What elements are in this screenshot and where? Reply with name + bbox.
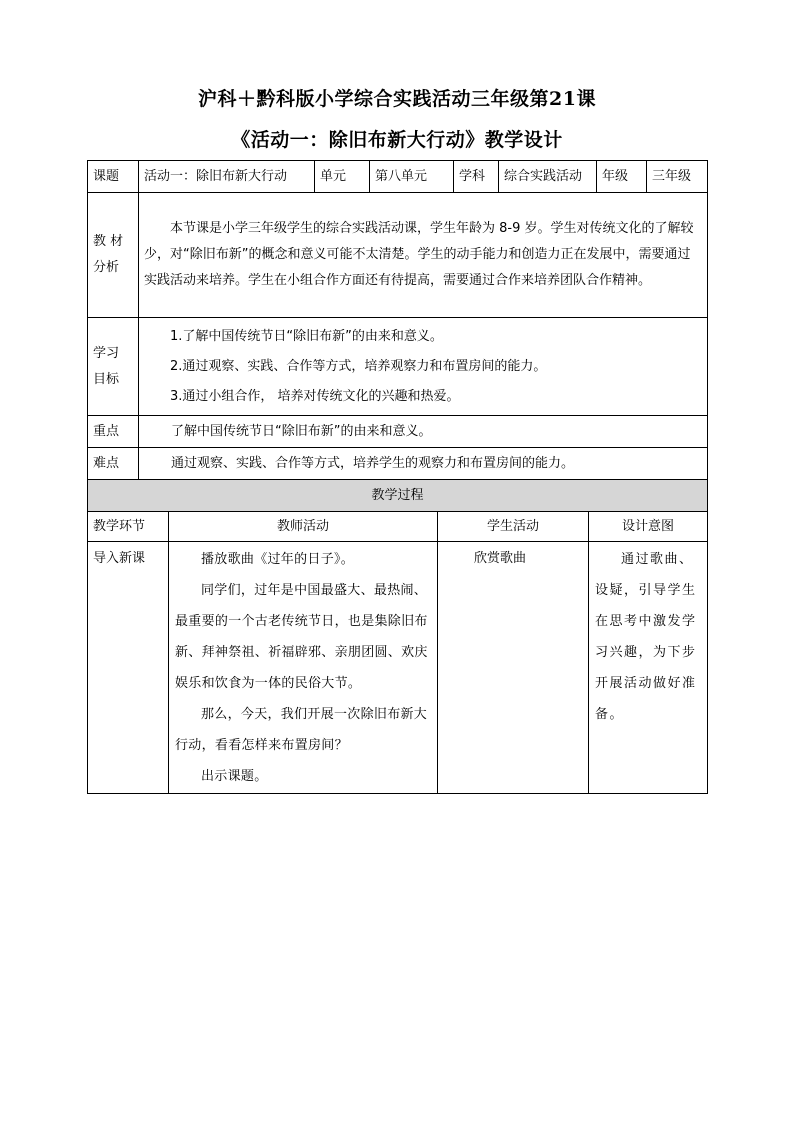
objectives-label: 学习 目标 (88, 318, 139, 416)
column-header-stage: 教学环节 (88, 512, 169, 542)
process-heading: 教学过程 (88, 480, 708, 512)
difficulty-row (88, 448, 708, 480)
topic-label: 课题 (88, 161, 139, 193)
process-header-row (88, 512, 708, 542)
analysis-text: 本节课是小学三年级学生的综合实践活动课，学生年龄为 8-9 岁。学生对传统文化的了解较少，对“除旧布新”的概念和意义可能不太清楚。学生的动手能力和创造力正在发展中，需要通过实践活动来培养。学生在小组合作方面还有待提高，需要通过合作来培养团队合作精神。 (139, 193, 708, 318)
objectives-row (88, 318, 708, 416)
teacher-paragraph: 出示课题。 (201, 769, 268, 784)
teacher-paragraph: 同学们，过年是中国最盛大、最热闹、最重要的一个古老传统节日，也是集除旧布新、拜神祭祖、祈福辟邪、亲朋团圆、欢庆娱乐和饮食为一体的民俗大节。 (175, 583, 428, 691)
objective-item: 2.通过观察、实践、合作等方式，培养观察力和布置房间的能力。 (170, 358, 547, 374)
column-header-teacher: 教师活动 (169, 512, 438, 542)
teacher-paragraph: 播放歌曲《过年的日子》。 (201, 552, 355, 567)
teacher-activity-cell (169, 542, 438, 794)
document-title-line2: 《活动一：除旧布新大行动》教学设计 (231, 129, 563, 151)
info-row (88, 161, 708, 193)
subject-label: 学科 (454, 161, 499, 193)
topic-value: 活动一：除旧布新大行动 (139, 161, 315, 193)
objective-item: 3.通过小组合作， 培养对传统文化的兴趣和热爱。 (170, 388, 460, 404)
difficulty-text: 通过观察、实践、合作等方式，培养学生的观察力和布置房间的能力。 (139, 448, 708, 480)
objectives-list (139, 318, 708, 416)
grade-label: 年级 (597, 161, 647, 193)
grade-value: 三年级 (647, 161, 708, 193)
stage-cell: 导入新课 (88, 542, 169, 794)
design-intent-cell (589, 542, 708, 794)
unit-label: 单元 (315, 161, 370, 193)
column-header-intent: 设计意图 (589, 512, 708, 542)
analysis-label: 教 材 分析 (88, 193, 139, 318)
difficulty-label: 难点 (88, 448, 139, 480)
key-point-label: 重点 (88, 416, 139, 448)
teacher-paragraph: 那么，今天，我们开展一次除旧布新大行动，看看怎样来布置房间？ (175, 707, 428, 753)
lesson-info-table (87, 160, 708, 480)
key-point-text: 了解中国传统节日“除旧布新”的由来和意义。 (139, 416, 708, 448)
subject-value: 综合实践活动 (499, 161, 597, 193)
key-point-row (88, 416, 708, 448)
column-header-student: 学生活动 (438, 512, 589, 542)
intent-paragraph: 通过歌曲、设疑，引导学生在思考中激发学习兴趣，为下步开展活动做好准备。 (595, 552, 697, 722)
document-title-line1: 沪科＋黔科版小学综合实践活动三年级第21课 (198, 88, 596, 110)
analysis-row (88, 193, 708, 318)
student-activity-cell: 欣赏歌曲 (438, 542, 589, 794)
process-row (88, 542, 708, 794)
unit-value: 第八单元 (370, 161, 454, 193)
teaching-process-table (87, 479, 708, 794)
objective-item: 1.了解中国传统节日“除旧布新”的由来和意义。 (170, 328, 443, 344)
